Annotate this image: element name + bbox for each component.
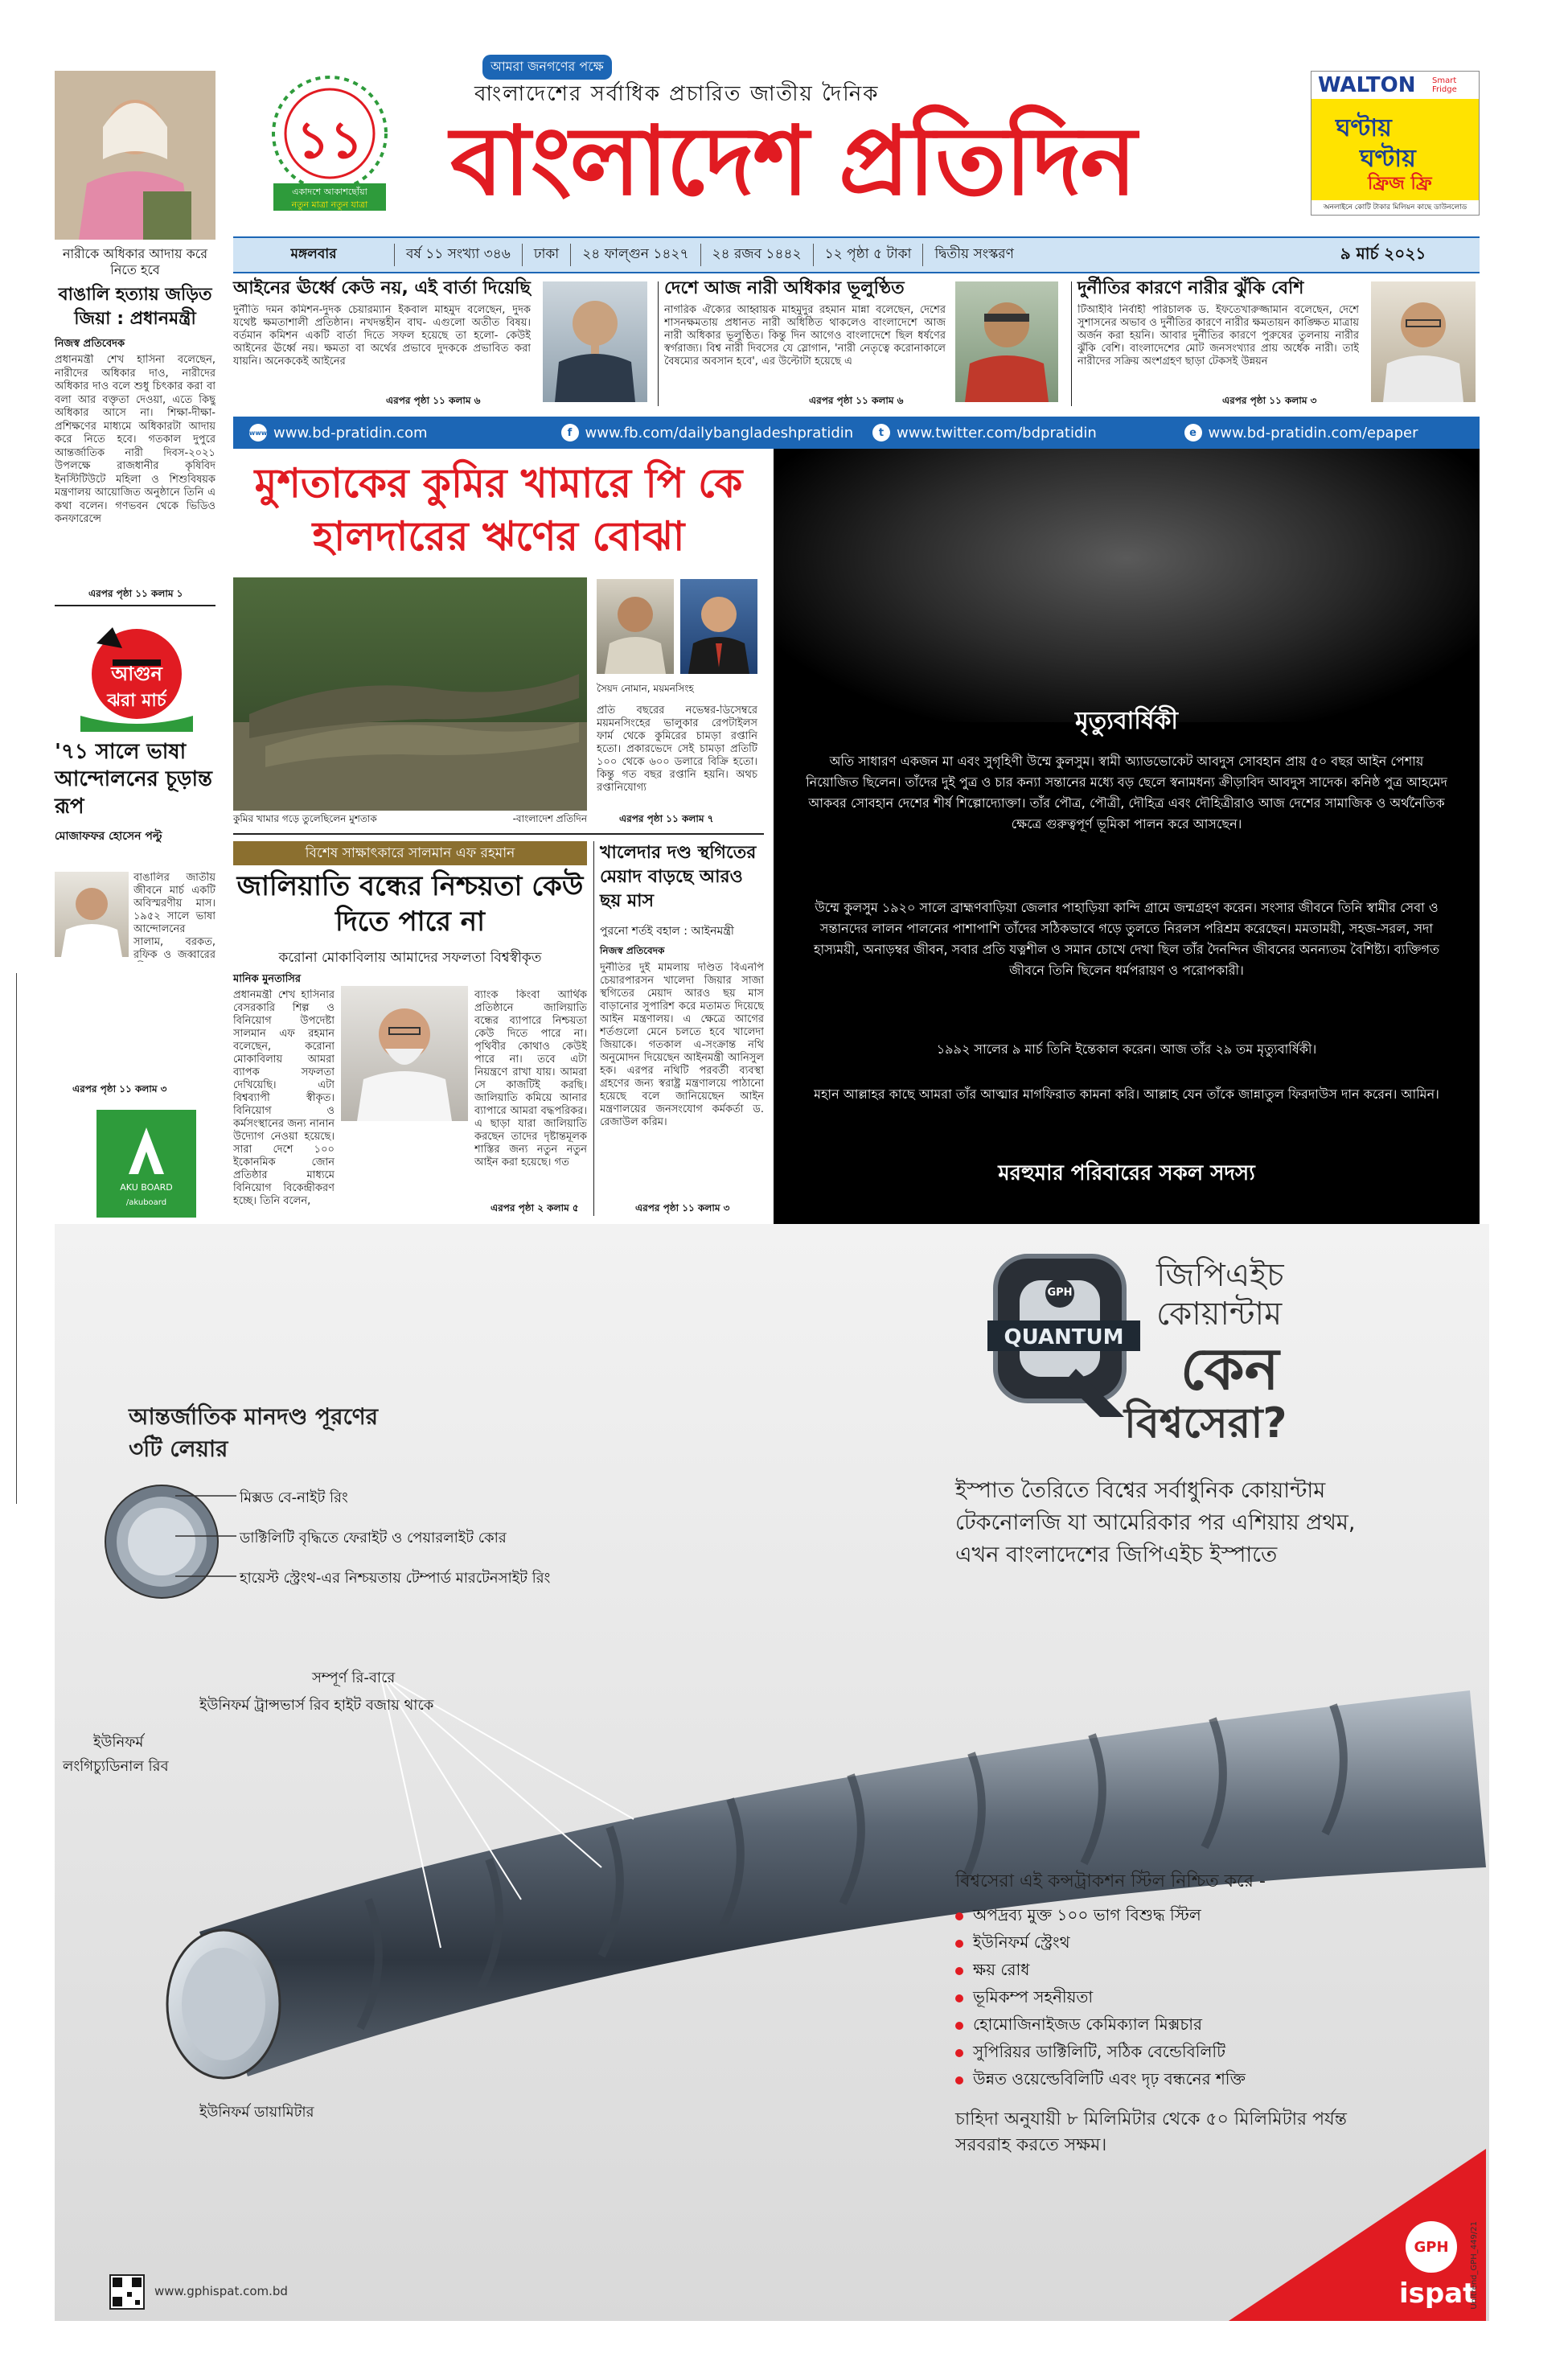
ad-code: Unitrend_GPH_449/21 bbox=[1470, 2221, 1479, 2310]
lead-headline[interactable]: মুশতাকের কুমির খামারে পি কে হালদারের ঋণের বোঝা bbox=[254, 460, 743, 560]
ad-feature-item: উন্নত ওয়েল্ডেবিলিটি এবং দৃঢ় বন্ধনের শক্তি bbox=[973, 2068, 1246, 2089]
ad-feature-item: সুপিরিয়র ডাক্টিলিটি, সঠিক বেন্ডেবিলিটি bbox=[973, 2041, 1225, 2061]
gph-brand-name: ispat bbox=[1399, 2277, 1476, 2310]
khaleda-jump[interactable]: এরপর পৃষ্ঠা ১১ কলাম ৩ bbox=[635, 1202, 730, 1214]
ad-label-transverse: ইউনিফর্ম ট্রান্সভার্স রিব হাইট বজায় থাকে bbox=[199, 1697, 434, 1714]
lead-byline: সৈয়দ নোমান, ময়মনসিংহ bbox=[597, 683, 694, 694]
date-bar-city: ঢাকা bbox=[522, 244, 570, 266]
ad-supply: চাহিদা অনুযায়ী ৮ মিলিমিটার থেকে ৫০ মিলিমিটার পর্যন্ত সরবরাহ করতে সক্ষম। bbox=[955, 2109, 1347, 2155]
top-story-3[interactable] bbox=[1077, 277, 1480, 410]
top-story-3-body: টিআইবি নির্বাহী পরিচালক ড. ইফতেখারুজ্জামান বলেছেন, দেশে সুশাসনের অভাব ও দুর্নীতির কারণে নারীর ক্ষমতায়ন কাঙ্ক্ষিত মাত্রায় অর্জন করা হয়নি। আবার দুর্নীতির কারণে পুরুষের তুলনায় নারীর ঝুঁকি বেশি। বাংলাদেশের মোট জনসংখ্যার প্রায় অর্ধেক নারী। তাই নারীদের সক্রিয় অংশগ্রহণ ছাড়া টেকসই উন্নয়ন bbox=[1077, 304, 1359, 368]
ad-feature-item: হোমোজিনাইজড কেমিক্যাল মিক্সচার bbox=[973, 2014, 1202, 2034]
obituary-signoff: মরহুমার পরিবারের সকল সদস্য bbox=[998, 1161, 1255, 1185]
masthead-title[interactable]: বাংলাদেশ প্রতিদিন bbox=[450, 105, 1135, 216]
ad-label-long-1: ইউনিফর্ম bbox=[93, 1734, 144, 1751]
globe-icon: www bbox=[249, 424, 267, 442]
lead-jump[interactable]: এরপর পৃষ্ঠা ১১ কলাম ৭ bbox=[619, 813, 714, 824]
tagline: বাংলাদেশের সর্বাধিক প্রচারিত জাতীয় দৈনিক bbox=[474, 82, 880, 106]
ad-head-line-3: কেন bbox=[1180, 1335, 1279, 1403]
crocodile-photo-caption: কুমির খামার গড়ে তুলেছিলেন মুশতাক bbox=[233, 813, 377, 824]
ad-feature-item: অপদ্রব্য মুক্ত ১০০ ভাগ বিশুদ্ধ স্টিল bbox=[973, 1904, 1201, 1924]
ad-features-list bbox=[955, 1903, 1406, 2094]
crocodile-photo-credit: -বাংলাদেশ প্রতিদিন bbox=[512, 813, 587, 824]
pm-photo bbox=[55, 71, 215, 240]
ad-layer-pointers bbox=[175, 1489, 722, 1594]
interview-jump[interactable]: এরপর পৃষ্ঠা ২ কলাম ৫ bbox=[491, 1202, 579, 1214]
side-gutter bbox=[6, 973, 39, 1504]
ad-intro: ইস্পাত তৈরিতে বিশ্বের সর্বাধুনিক কোয়ান্টাম টেকনোলজি যা আমেরিকার পর এশিয়ায় প্রথম, এখন বাংলাদেশের জিপিএইচ ইস্পাতে bbox=[955, 1478, 1356, 1567]
link-bar bbox=[233, 417, 1480, 449]
obituary-para-2: উম্মে কুলসুম ১৯২০ সালে ব্রাহ্মণবাড়িয়া জেলার পাহাড়িয়া কান্দি গ্রামে জন্মগ্রহণ করেন। সংসার জীবনে তিনি স্বামীর সেবা ও সন্তানদের লালন পালনের পাশাপাশি তাঁদের সঠিকভাবে গড়ে তুলতে নিরলস পরিশ্রম করেছেন। মমতাময়ী, সহজ-সরল, সদা হাস্যময়ী, অনাড়ম্বর জীবন, সবার প্রতি যত্নশীল ও সমান চোখে দেখা ছিল তাঁর দৈনন্দিন জীবনের অনন্যতম বৈশিষ্ট্য। ব্যক্তিগত জীবনে তিনি ছিলেন ধর্মপরায়ণ ও পরোপকারী। bbox=[814, 900, 1439, 978]
date-bar-date: ৯ মার্চ ২০২১ bbox=[1340, 243, 1426, 263]
obituary-para-4: মহান আল্লাহর কাছে আমরা তাঁর আত্মার মাগফিরাত কামনা করি। আল্লাহ যেন তাঁকে জান্নাতুল ফিরদাউস দান করেন। আমিন। bbox=[814, 1086, 1439, 1102]
twitter-icon: t bbox=[872, 424, 890, 442]
bullet-icon bbox=[955, 1994, 963, 2002]
left-jump[interactable]: এরপর পৃষ্ঠা ১১ কলাম ১ bbox=[88, 588, 183, 599]
date-bar-volume: বর্ষ ১১ সংখ্যা ৩৪৬ bbox=[394, 244, 522, 266]
ad-website[interactable]: www.gphispat.com.bd bbox=[154, 2284, 288, 2298]
top-story-1-body: দুর্নীতি দমন কমিশন-দুদক চেয়ারম্যান ইকবাল মাহমুদ বলেছেন, দুদক যথেষ্ট ক্ষমতাশালী প্রতিষ্ঠান। নখদন্তহীন বাঘ- এগুলো অতীত বিষয়। বর্তমান কমিশন একটি বার্তা দিতে সফল হয়েছে তা হলো- কেউই আইনের ঊর্ধ্বে নয়। ক্ষমতা বা অর্থের প্রভাবে দুদককে প্রভাবিত করা যায়নি। অনেককেই আইনের bbox=[233, 304, 531, 368]
gph-logo-icon: GPH bbox=[1406, 2221, 1457, 2273]
ad-features-title: বিশ্বসেরা এই কন্সট্রাকশন স্টিল নিশ্চিত করে - bbox=[955, 1871, 1266, 1891]
khaleda-body: দুর্নীতির দুই মামলায় দণ্ডিত বিএনপি চেয়ারপারসন খালেদা জিয়ার সাজা স্থগিতের মেয়াদ আরও ছয় মাস বাড়ানোর সুপারিশ করে মতামত দিয়েছে আইন মন্ত্রণালয়। এ ক্ষেত্রে আগের শর্তগুলো মেনে চলতে হবে খালেদা জিয়াকে। গতকাল এ-সংক্রান্ত নথি অনুমোদন দিয়েছেন আইনমন্ত্রী আনিসুল হক। এরপর নথিটি পরবর্তী ব্যবস্থা গ্রহণের জন্য স্বরাষ্ট্র মন্ত্রণালয়ে পাঠানো হয়েছে বলে জানিয়েছেন আইন মন্ত্রণালয়ের জনসংযোগ কর্মকর্তা ড. রেজাউল করিম। bbox=[600, 962, 764, 1128]
top-story-3-headline[interactable]: দুর্নীতির কারণে নারীর ঝুঁকি বেশি bbox=[1077, 278, 1304, 298]
ad-layer-1: মিক্সড বে-নাইট রিং bbox=[240, 1489, 348, 1506]
date-bar bbox=[233, 236, 1480, 273]
bullet-icon bbox=[955, 1912, 963, 1920]
aku-handle: /akuboard bbox=[125, 1198, 167, 1207]
anniversary-logo bbox=[229, 71, 430, 216]
bullet-icon bbox=[955, 1967, 963, 1975]
ad-feature-item: ভূমিকম্প সহনীয়তা bbox=[973, 1986, 1094, 2006]
ad-layer-3: হায়েস্ট স্ট্রেংথ-এর নিশ্চয়তায় টেম্পার্ড মারটেনসাইট রিং bbox=[240, 1570, 551, 1587]
walton-ad[interactable] bbox=[1311, 71, 1480, 216]
facebook-link-text[interactable]: www.fb.com/dailybangladeshpratidin bbox=[585, 424, 854, 442]
pm-caption: নারীকে অধিকার আদায় করে নিতে হবে bbox=[62, 246, 208, 277]
bullet-icon bbox=[955, 2076, 963, 2084]
top-story-2-jump[interactable]: এরপর পৃষ্ঠা ১১ কলাম ৬ bbox=[809, 395, 904, 406]
ad-label-full: সম্পূর্ণ রি-বারে bbox=[312, 1670, 396, 1686]
obituary-para-3: ১৯৯২ সালের ৯ মার্চ তিনি ইন্তেকাল করেন। আজ তাঁর ২৯ তম মৃত্যুবার্ষিকী। bbox=[936, 1041, 1317, 1057]
salman-photo bbox=[341, 986, 468, 1121]
top-story-2-body: নাগরিক ঐক্যের আহ্বায়ক মাহমুদুর রহমান মান্না বলেছেন, দেশের শাসনক্ষমতায় প্রধানত নারী অধিষ্ঠিত থাকলেও বাংলাদেশে আজ নারী অধিকার ভূলুণ্ঠিত। কিন্তু দিন আগেও বাংলাদেশে ছিল ধর্ষণের স্বর্গরাজ্য। বিশ্ব নারী দিবসের যে স্লোগান, 'নারী নেতৃত্বে করোনাকালে বৈষম্যের অবসান হবে', এর উল্টোটা হয়েছে এ bbox=[664, 304, 946, 368]
anniversary-number: ১১ bbox=[296, 111, 363, 170]
tagline-badge: আমরা জনগণের পক্ষে bbox=[482, 55, 612, 80]
walton-line-2: ঘণ্টায় bbox=[1360, 145, 1416, 173]
haldar-photo bbox=[680, 579, 757, 674]
top-story-3-photo bbox=[1371, 281, 1476, 402]
date-bar-day: মঙ্গলবার bbox=[290, 246, 337, 262]
date-bar-bangla-date: ২৪ ফাল্গুন ১৪২৭ bbox=[570, 244, 700, 266]
obituary-para-1: অতি সাধারণ একজন মা এবং সুগৃহিণী উম্মে কুলসুম। স্বামী অ্যাডভোকেট আবদুস সোবহান প্রায় ৫০ বছর আইন পেশায় নিয়োজিত ছিলেন। তাঁদের দুই পুত্র ও চার কন্যা সন্তানের মধ্যে বড় ছেলে স্বনামধন্য ক্রীড়াবিদ আবদুস সাদেক। কনিষ্ঠ পুত্র আহমেদ আকবর সোবহান দেশের শীর্ষ শিল্পোদ্যোক্তা। তাঁর পৌত্র, পৌত্রী, দৌহিত্র এবং দৌহিত্রীরাও আজ দেশের সামাজিক ও অর্থনৈতিক ক্ষেত্রে গুরুত্বপূর্ণ ভূমিকা পালন করে আসছেন। bbox=[806, 754, 1447, 832]
top-story-1[interactable] bbox=[233, 277, 651, 410]
bullet-icon bbox=[955, 2049, 963, 2057]
interview-headline[interactable]: জালিয়াতি বন্ধের নিশ্চয়তা কেউ দিতে পারে না bbox=[236, 870, 584, 938]
ad-feature-item: ক্ষয় রোধ bbox=[973, 1959, 1030, 1979]
top-story-1-headline[interactable]: আইনের ঊর্ধ্বে কেউ নয়, এই বার্তা দিয়েছি bbox=[233, 278, 531, 298]
anniversary-caption: একাদশে আকাশছোঁয়া bbox=[292, 187, 367, 197]
khaleda-byline: নিজস্ব প্রতিবেদক bbox=[600, 945, 665, 956]
qr-code-icon bbox=[109, 2274, 145, 2310]
date-bar-price: ১২ পৃষ্ঠা ৫ টাকা bbox=[813, 244, 923, 266]
khaleda-headline[interactable]: খালেদার দণ্ড স্থগিতের মেয়াদ বাড়ছে আরও ছয় মাস bbox=[600, 843, 757, 911]
aku-board-ad[interactable] bbox=[96, 1110, 196, 1218]
ad-layer-2: ডাক্টিলিটি বৃদ্ধিতে ফেরাইট ও পেয়ারলাইট কোর bbox=[240, 1530, 507, 1546]
author-photo bbox=[55, 872, 129, 957]
interview-deck: করোনা মোকাবিলায় আমাদের সফলতা বিশ্বস্বীকৃত bbox=[278, 950, 542, 966]
epaper-link-text[interactable]: www.bd-pratidin.com/epaper bbox=[1208, 424, 1418, 442]
interview-body-left: প্রধানমন্ত্রী শেখ হাসিনার বেসরকারি শিল্প ও বিনিয়োগ উপদেষ্টা সালমান এফ রহমান বলেছেন, করোনা মোকাবিলায় আমরা ব্যাপক সফলতা দেখিয়েছি। এটা বিশ্বব্যাপী স্বীকৃত। বিনিয়োগ ও কর্মসংস্থানের জন্য নানান উদ্যোগ নেওয়া হয়েছে। সারা দেশে ১০০ ইকোনমিক জোন প্রতিষ্ঠার মাধ্যমে বিনিয়োগ বিকেন্দ্রীকরণ হচ্ছে। তিনি বলেন, bbox=[233, 989, 335, 1207]
obituary-panel bbox=[774, 449, 1480, 1253]
quantum-logo-text: QUANTUM bbox=[1004, 1325, 1124, 1349]
series-jump[interactable]: এরপর পৃষ্ঠা ১১ কলাম ৩ bbox=[72, 1083, 167, 1095]
obituary-title: মৃত্যুবার্ষিকী bbox=[1075, 707, 1178, 735]
epaper-icon: e bbox=[1184, 424, 1202, 442]
top-story-2-headline[interactable]: দেশে আজ নারী অধিকার ভূলুণ্ঠিত bbox=[664, 278, 905, 298]
interview-kicker: বিশেষ সাক্ষাৎকারে সালমান এফ রহমান bbox=[233, 841, 587, 865]
top-story-1-jump[interactable]: এরপর পৃষ্ঠা ১১ কলাম ৬ bbox=[386, 395, 481, 406]
facebook-link[interactable] bbox=[545, 424, 857, 442]
ad-label-diameter: ইউনিফর্ম ডায়ামিটার bbox=[199, 2104, 314, 2121]
left-byline: নিজস্ব প্রতিবেদক bbox=[55, 338, 125, 350]
top-story-3-jump[interactable]: এরপর পৃষ্ঠা ১১ কলাম ৩ bbox=[1222, 395, 1317, 406]
walton-line-3: ফ্রিজ ফ্রি bbox=[1368, 174, 1432, 194]
quantum-gph-badge: GPH bbox=[1047, 1287, 1073, 1299]
series-body-bottom bbox=[55, 963, 215, 1084]
lead-body: প্রতি বছরের নভেম্বর-ডিসেম্বরে ময়মনসিংহের ভালুকার রেপটাইলস ফার্ম থেকে কুমিরের চামড়া রপ্তানি হতো। প্রকারভেদে সেই চামড়া প্রতিটি ১০০ থেকে ৬০০ ডলারে বিক্রি হতো। কিন্তু গত বছর রপ্তানি হয়নি। অথচ রপ্তানিযোগ্য bbox=[597, 704, 757, 794]
noman-photo bbox=[597, 579, 674, 674]
twitter-link[interactable] bbox=[856, 424, 1168, 442]
series-body-top: বাঙালির জাতীয় জীবনে মার্চ একটি অবিস্মরণীয় মাস। ১৯৫২ সালে ভাষা আন্দোলনের সালাম, বরকত, রফিক ও জব্বারের bbox=[133, 872, 215, 961]
epaper-link[interactable] bbox=[1168, 424, 1480, 442]
crocodile-photo bbox=[233, 577, 587, 811]
khaleda-sub: পুরনো শর্তই বহাল : আইনমন্ত্রী bbox=[600, 925, 734, 938]
bullet-icon bbox=[955, 2022, 963, 2030]
walton-footer: অনলাইনে কোটি টাকার মিলিয়ন কাছে ডাউনলোড bbox=[1311, 200, 1479, 215]
left-body: প্রধানমন্ত্রী শেখ হাসিনা বলেছেন, নারীদের অধিকার দাও, নারীদের অধিকার দাও বলে শুধু চিৎকার করা বা বলা আর বক্তৃতা দেওয়া, এতে কিছু অধিকার আসে না। শিক্ষা-দীক্ষা-প্রশিক্ষণের মাধ্যমে অধিকারটা আদায় করে নিতে হবে। গতকাল দুপুরে আন্তর্জাতিক নারী দিবস-২০২১ উপলক্ষে রাজধানীর কৃষিবিদ ইনস্টিটিউটে মহিলা ও শিশুবিষয়ক মন্ত্রণালয় আয়োজিত অনুষ্ঠানে তিনি এ কথা বলেন। গণভবন থেকে ভিডিও কনফারেন্সে bbox=[55, 354, 215, 525]
ad-head-line-4: বিশ্বসেরা? bbox=[1124, 1399, 1287, 1448]
walton-line-1: ঘণ্টায় bbox=[1336, 114, 1392, 142]
ad-head-line-2: কোয়ান্টাম bbox=[1156, 1296, 1283, 1333]
website-link[interactable] bbox=[233, 424, 545, 442]
left-headline[interactable]: বাঙালি হত্যায় জড়িত জিয়া : প্রধানমন্ত্রী bbox=[58, 285, 212, 329]
agun-line-2: ঝরা মার্চ bbox=[107, 691, 166, 711]
twitter-link-text[interactable]: www.twitter.com/bdpratidin bbox=[897, 424, 1097, 442]
date-bar-edition: দ্বিতীয় সংস্করণ bbox=[922, 244, 1024, 266]
interview-byline: মানিক মুনতাসির bbox=[233, 973, 302, 985]
top-story-2-photo bbox=[955, 281, 1058, 402]
anniversary-sub: নতুন মাত্রা নতুন যাত্রা bbox=[291, 199, 368, 210]
series-author: মোজাফফর হোসেন পল্টু bbox=[55, 830, 162, 843]
interview-body-right: ব্যাংক কিংবা আর্থিক প্রতিষ্ঠানে জালিয়াতি বন্ধের ব্যাপারে নিশ্চয়তা কেউ দিতে পারে না। পৃথিবীর কোথাও কেউই পারে না। তবে এটা নিয়ন্ত্রণে রাখা যায়। আমরা সে কাজটিই করছি। জালিয়াতি কমিয়ে আনার ব্যাপারে আমরা বদ্ধপরিকর। এ ছাড়া যারা জালিয়াতি করছেন তাদের দৃষ্টান্তমূলক শাস্তির জন্য নতুন নতুন আইন করা হয়েছে। গত bbox=[474, 989, 587, 1169]
ad-label-long-2: লংগিচ্যুডিনাল রিব bbox=[63, 1758, 169, 1775]
obituary-sky bbox=[774, 449, 1480, 722]
walton-sub: Smart Fridge bbox=[1432, 76, 1457, 94]
gph-ispat-ad[interactable] bbox=[55, 1224, 1489, 2321]
top-story-2[interactable] bbox=[664, 277, 1066, 410]
ad-layers-title: আন্তর্জাতিক মানদণ্ড পূরণের ৩টি লেয়ার bbox=[129, 1403, 379, 1462]
ad-head-line-1: জিপিএইচ bbox=[1156, 1257, 1284, 1294]
ad-feature-item: ইউনিফর্ম স্ট্রেংথ bbox=[973, 1932, 1070, 1952]
date-bar-hijri: ২৪ রজব ১৪৪২ bbox=[700, 244, 813, 266]
bullet-icon bbox=[955, 1940, 963, 1948]
agun-logo bbox=[64, 611, 209, 732]
series-title[interactable]: '৭১ সালে ভাষা আন্দোলনের চূড়ান্ত রূপ bbox=[55, 740, 212, 819]
top-story-1-photo bbox=[543, 281, 647, 402]
walton-brand: WALTON bbox=[1318, 73, 1416, 97]
facebook-icon: f bbox=[561, 424, 579, 442]
website-link-text[interactable]: www.bd-pratidin.com bbox=[273, 424, 428, 442]
quantum-logo bbox=[987, 1248, 1140, 1425]
aku-label: AKU BOARD bbox=[120, 1182, 173, 1193]
agun-line-1: আগুন bbox=[111, 663, 162, 685]
